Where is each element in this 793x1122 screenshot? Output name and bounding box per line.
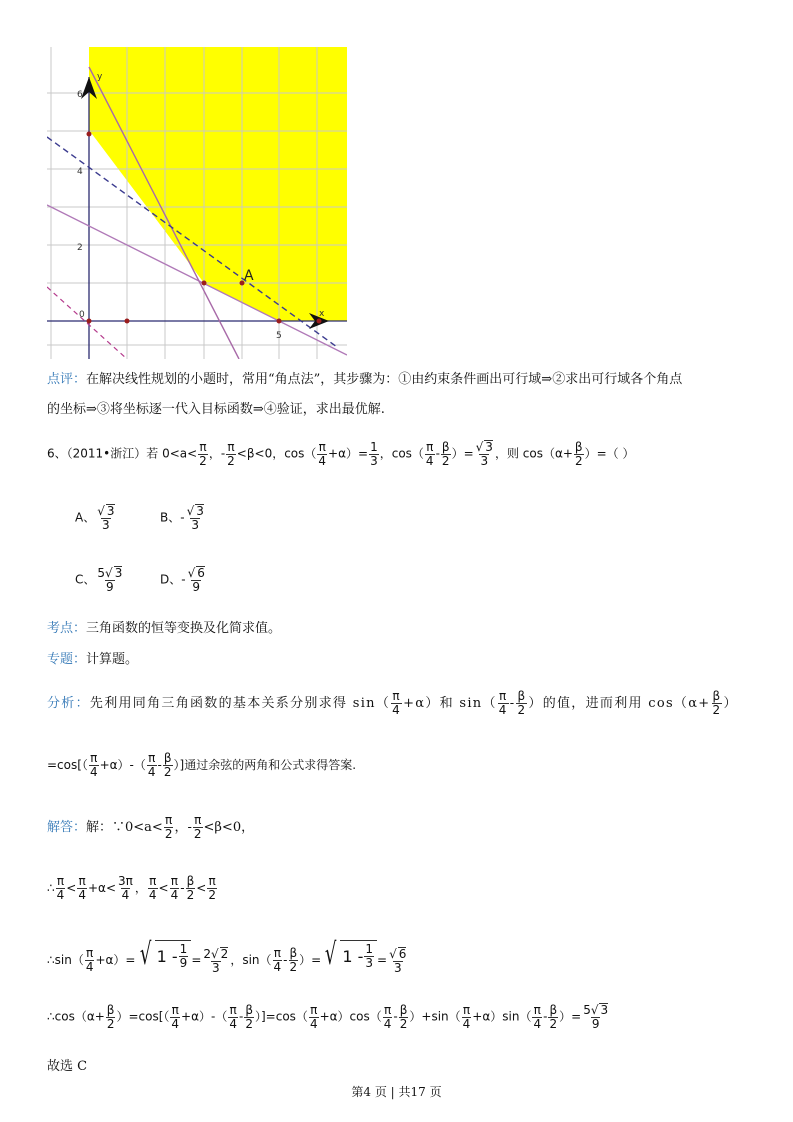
comment-line1: 点评：在解决线性规划的小题时，常用“角点法”，其步骤为：①由约束条件画出可行域⇒②求出可行域各个角点 — [47, 372, 683, 387]
svg-text:6: 6 — [77, 90, 83, 100]
step4: ∴cos（α+ $\frac{\beta}{2}$ ）=cos[（ $\frac{\pi}{4}$ +α）-（ $\frac{\pi}{4}$ - $\frac{\beta}{2}$ ）]=cos（ $\frac{\pi}{4}$ +α）cos（ $\frac{\pi}{4}$ - $\frac{\beta}{2}$ ）+sin（ $\frac{\pi}{4}$ +α）sin（ $\frac{\pi}{4}$ - $\frac{\beta}{2}$ ）= $\frac{5√ 3}{9}$ — [47, 1002, 609, 1031]
svg-text:5: 5 — [276, 331, 282, 341]
question-6: 6、（2011•浙江）若 0<a< $\frac{\pi}{2}$ ，- $\frac{\pi}{2}$ <β<0，cos（ $\frac{\pi}{4}$ +α）= $\frac{1}{3}$ ，cos（ $\frac{\pi}{4}$ - $\frac{\beta}{2}$ ）= $\frac{√ 3}{3}$ ，则 cos（α+ $\frac{\beta}{2}$ ）=（ ） — [47, 439, 635, 468]
option-b[interactable]: B、- $\frac{√ 3}{3}$ — [160, 504, 204, 532]
comment-line2: 的坐标⇒③将坐标逐一代入目标函数⇒④验证，求出最优解. — [47, 402, 385, 417]
svg-text:x: x — [319, 309, 325, 319]
fenxi-line1: 分析：先利用同角三角函数的基本关系分别求得 sin（ $\frac{\pi}{4}$ +α）和 sin（ $\frac{\pi}{4}$ - $\frac{\beta}{2}$ ）的值，进而利用 cos（α+ $\frac{\beta}{2}$ ） — [47, 689, 738, 717]
answer: 故选 C — [47, 1059, 88, 1074]
feasible-region — [89, 47, 347, 321]
step2: ∴ $\frac{\pi}{4}$ < $\frac{\pi}{4}$ +α< $\frac{3\pi}{4}$ ， $\frac{\pi}{4}$ < $\frac{\pi}{4}$ - $\frac{\beta}{2}$ < $\frac{\pi}{2}$ — [47, 874, 216, 902]
option-a[interactable]: A、 $\frac{√ 3}{3}$ — [75, 504, 115, 532]
feasible-region-graph — [47, 47, 347, 359]
page-footer: 第4 页 | 共17 页 — [351, 1085, 442, 1099]
svg-text:4: 4 — [77, 167, 83, 177]
option-d[interactable]: D、- $\frac{√ 6}{9}$ — [160, 566, 205, 594]
graph-svg — [47, 47, 347, 359]
step3: ∴sin（ $\frac{\pi}{4}$ +α）= √ 1 - $\frac{1}{9}$ = $\frac{2√ 2}{3}$ ，sin（ $\frac{\pi}{4}$ - $\frac{\beta}{2}$ ）= √ 1 - $\frac{1}{3}$ = $\frac{√ 6}{3}$ — [47, 937, 407, 975]
jieda-line: 解答：解：∵0<a< $\frac{\pi}{2}$ ，- $\frac{\pi}{2}$ <β<0， — [47, 813, 255, 841]
point-a-label: A — [244, 268, 254, 284]
svg-text:0: 0 — [79, 310, 85, 320]
svg-text:2: 2 — [77, 243, 83, 253]
fenxi-line2: =cos[（ $\frac{\pi}{4}$ +α）-（ $\frac{\pi}{4}$ - $\frac{\beta}{2}$ ）]通过余弦的两角和公式求得答案. — [47, 751, 357, 779]
kaodian: 考点：三角函数的恒等变换及化简求值。 — [47, 621, 282, 636]
option-c[interactable]: C、 $\frac{5√ 3}{9}$ — [75, 566, 123, 594]
zhuanti: 专题：计算题。 — [47, 652, 139, 667]
svg-text:y: y — [97, 72, 103, 82]
